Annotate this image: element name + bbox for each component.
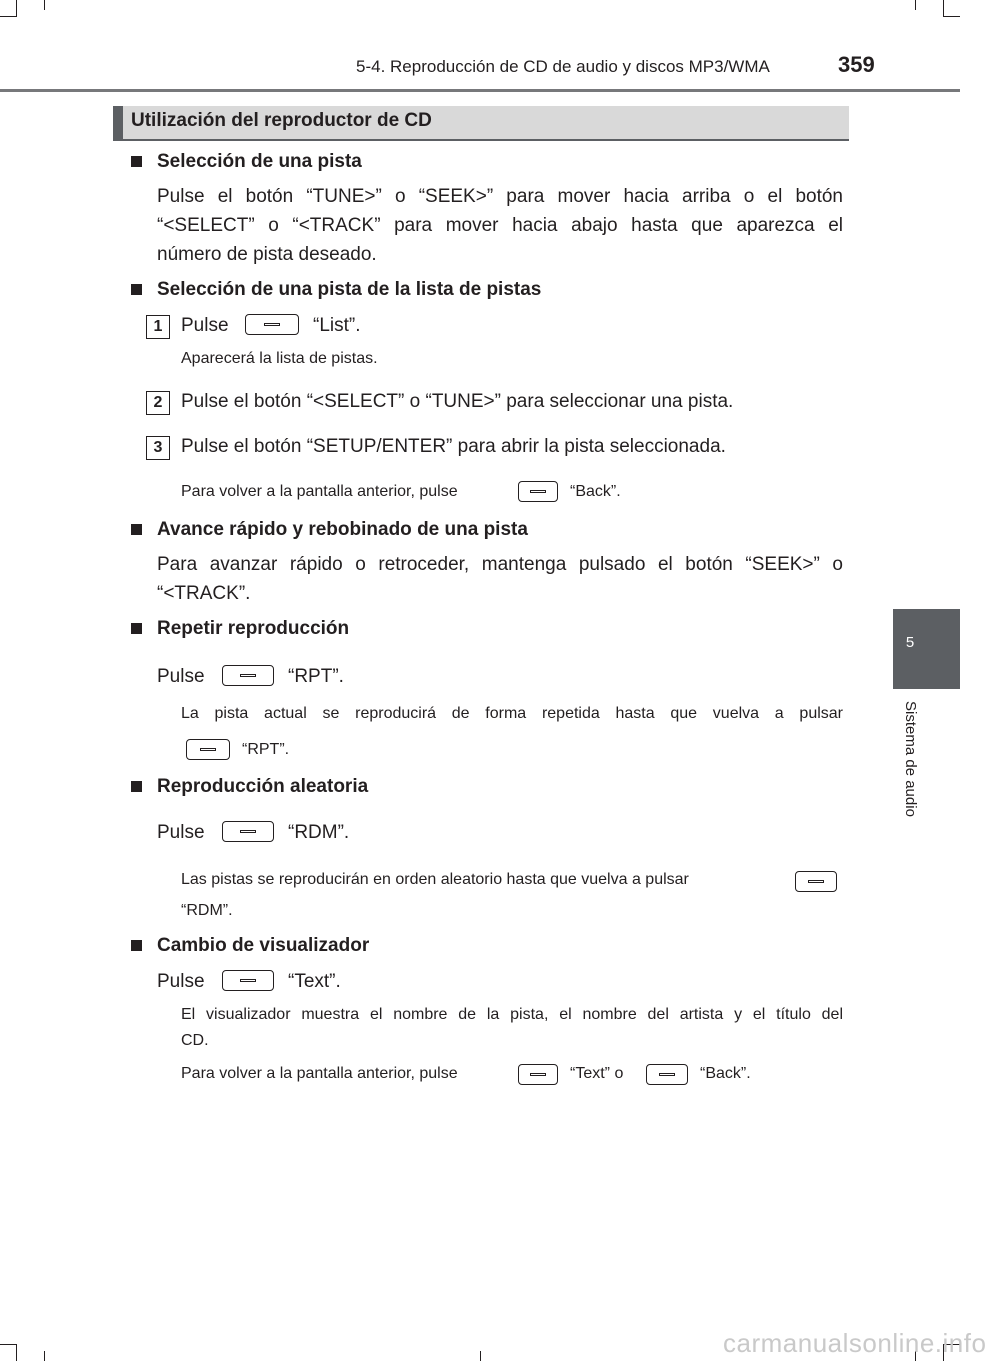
bullet-square bbox=[131, 940, 142, 951]
paragraph-text: “RPT”. bbox=[288, 666, 344, 687]
step-text: Pulse bbox=[181, 315, 229, 336]
crop-mark bbox=[16, 1344, 17, 1361]
note-text: “RDM”. bbox=[181, 902, 233, 919]
screen-button-icon bbox=[518, 1064, 558, 1085]
subheading-display: Cambio de visualizador bbox=[157, 935, 370, 956]
paragraph-text: Pulse bbox=[157, 971, 205, 992]
note-text: CD. bbox=[181, 1032, 209, 1049]
note-text: La pista actual se reproducirá de forma repetida hasta que vuelva a pulsar bbox=[181, 705, 843, 722]
screen-button-icon bbox=[518, 481, 558, 502]
page-number: 359 bbox=[838, 52, 875, 77]
step-number-box: 3 bbox=[146, 436, 170, 460]
crop-mark bbox=[915, 0, 916, 10]
step-text: Pulse el botón “<SELECT” o “TUNE>” para seleccionar una pista. bbox=[181, 391, 734, 412]
crop-mark bbox=[943, 16, 960, 17]
step-text: “List”. bbox=[313, 315, 361, 336]
bullet-square bbox=[131, 524, 142, 535]
crop-mark bbox=[943, 0, 944, 17]
subheading-ffwd: Avance rápido y rebobinado de una pista bbox=[157, 519, 528, 540]
subheading-random: Reproducción aleatoria bbox=[157, 776, 369, 797]
chapter-label: Sistema de audio bbox=[902, 701, 919, 817]
step-text: Pulse el botón “SETUP/ENTER” para abrir la pista seleccionada. bbox=[181, 436, 726, 457]
paragraph-line: Pulse el botón “TUNE>” o “SEEK>” para mover hacia arriba o el botón bbox=[157, 186, 843, 207]
note-text: Las pistas se reproducirán en orden aleatorio hasta que vuelva a pulsar bbox=[181, 871, 689, 888]
chapter-number: 5 bbox=[905, 634, 915, 651]
crop-mark bbox=[16, 0, 17, 17]
screen-button-icon bbox=[222, 665, 274, 686]
section-title-accent bbox=[113, 106, 123, 139]
screen-button-icon bbox=[646, 1064, 688, 1085]
paragraph-text: Pulse bbox=[157, 822, 205, 843]
screen-button-icon bbox=[222, 970, 274, 991]
section-title: Utilización del reproductor de CD bbox=[131, 110, 432, 131]
crop-mark bbox=[0, 16, 17, 17]
screen-button-icon bbox=[222, 821, 274, 842]
subheading-repeat: Repetir reproducción bbox=[157, 618, 350, 639]
step-number-box: 1 bbox=[146, 315, 170, 339]
note-text: “Back”. bbox=[570, 483, 621, 500]
bullet-square bbox=[131, 623, 142, 634]
note-text: “Back”. bbox=[700, 1065, 751, 1082]
paragraph-text: Pulse bbox=[157, 666, 205, 687]
paragraph-line: “<SELECT” o “<TRACK” para mover hacia abajo hasta que aparezca el bbox=[157, 215, 843, 236]
note-text: Para volver a la pantalla anterior, pulse bbox=[181, 1065, 458, 1082]
section-title-rule bbox=[113, 139, 849, 141]
bullet-square bbox=[131, 284, 142, 295]
subheading-track-list: Selección de una pista de la lista de pistas bbox=[157, 279, 542, 300]
watermark: carmanualsonline.info bbox=[723, 1328, 986, 1358]
paragraph-text: “Text”. bbox=[288, 971, 341, 992]
crop-mark bbox=[0, 1344, 17, 1345]
paragraph-line: número de pista deseado. bbox=[157, 244, 377, 265]
header-rule bbox=[0, 89, 960, 92]
crop-mark bbox=[44, 1351, 45, 1361]
note-text: “RPT”. bbox=[242, 741, 290, 758]
screen-button-icon bbox=[245, 314, 299, 335]
paragraph-line: “<TRACK”. bbox=[157, 583, 251, 604]
subheading-track-select: Selección de una pista bbox=[157, 151, 362, 172]
crop-mark bbox=[480, 1351, 481, 1361]
paragraph-text: “RDM”. bbox=[288, 822, 350, 843]
screen-button-icon bbox=[795, 871, 837, 892]
bullet-square bbox=[131, 781, 142, 792]
note-text: Para volver a la pantalla anterior, pulse bbox=[181, 483, 458, 500]
step-number-box: 2 bbox=[146, 391, 170, 415]
bullet-square bbox=[131, 156, 142, 167]
running-header-section: 5-4. Reproducción de CD de audio y discos MP3/WMA bbox=[356, 57, 770, 76]
crop-mark bbox=[44, 0, 45, 10]
note-text: El visualizador muestra el nombre de la pista, el nombre del artista y el título del bbox=[181, 1006, 843, 1023]
step-note: Aparecerá la lista de pistas. bbox=[181, 350, 378, 367]
screen-button-icon bbox=[186, 739, 230, 760]
note-text: “Text” o bbox=[570, 1065, 624, 1082]
paragraph-line: Para avanzar rápido o retroceder, mantenga pulsado el botón “SEEK>” o bbox=[157, 554, 843, 575]
